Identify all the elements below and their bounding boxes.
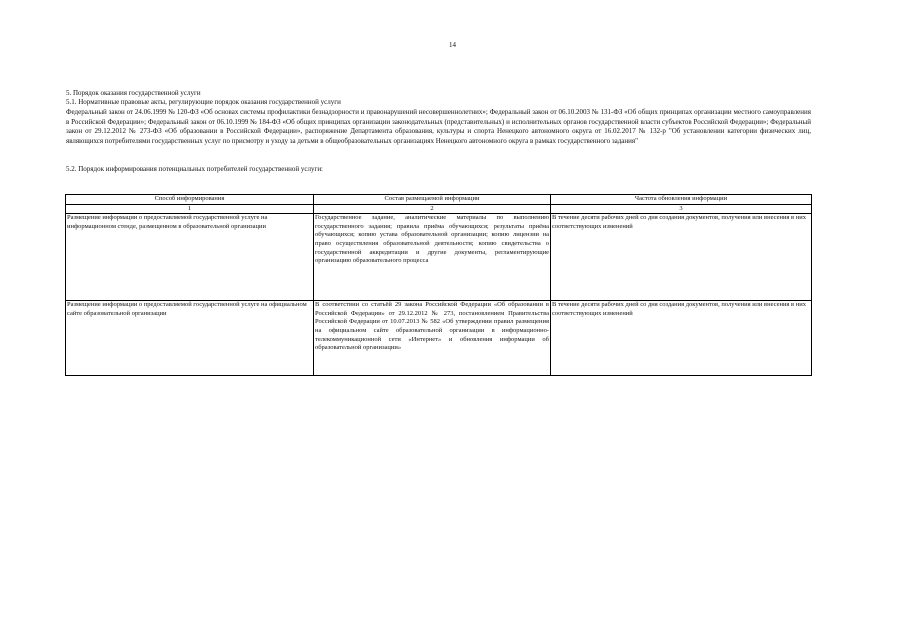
subsection-legal-acts: 5.1. Нормативные правовые акты, регулирующие порядок оказания государственной услуги bbox=[66, 98, 341, 106]
section-heading: 5. Порядок оказания государственной услуги bbox=[66, 89, 201, 97]
legal-acts-text: Федеральный закон от 24.06.1999 № 120-ФЗ «Об основах системы профилактики безнадзорности и правонарушений несовершеннолетних»; Федеральный закон от 06.10.2003 № 131-ФЗ «Об общих принципах организации местного самоуправления в Российской Федерации»; Федеральный закон от 06.10.1999 № 184-ФЗ «Об общих принципах организации законодательных (представительных) и исполнительных органов государственной власти субъектов Российской Федерации»; Федеральный закон от 29.12.2012 № 273-ФЗ «Об образовании в Российской Федерации», распоряжение Департамента образования, культуры и спорта Ненецкого автономного округа от 16.02.2017 № 132-р "Об установлении категории физических лиц, являющихся потребителями государственных услуг по присмотру и уходу за детьми в общеобразовательных организациях Ненецкого автономного округа в рамках государственного задания" bbox=[66, 108, 811, 145]
column-number-1: 1 bbox=[66, 204, 314, 214]
header-content: Состав размещаемой информации bbox=[314, 195, 551, 205]
cell-content: Государственное задание, аналитические материалы по выполнению государственного задания; правила приёма обучающихся; результаты приёма обучающихся; копию устава образовательной организации; копию лицензии на право осуществления образовательной деятельности; копию свидетельства о государственной аккредитации и другие документы, регламентирующие организацию образовательного процесса bbox=[314, 214, 551, 301]
column-number-2: 2 bbox=[314, 204, 551, 214]
section-content bbox=[66, 89, 811, 174]
table-header-row bbox=[66, 195, 812, 205]
cell-method: Размещение информации о предоставляемой государственной услуге на официальном сайте образовательной организации bbox=[66, 301, 314, 376]
informing-table bbox=[65, 194, 812, 376]
table-row bbox=[66, 214, 812, 301]
cell-frequency: В течение десяти рабочих дней со дня создания документов, получения или внесения в них соответствующих изменений bbox=[551, 301, 812, 376]
header-frequency: Частота обновления информации bbox=[551, 195, 812, 205]
cell-content: В соответствии со статьёй 29 закона Российской Федерации «Об образовании в Российской Федерации» от 29.12.2012 № 273, постановлением Правительства Российской Федерации от 10.07.2013 № 582 «Об утверждении правил размещения на официальном сайте образовательной организации в информационно-телекоммуникационной сети «Интернет» и обновления информации об образовательной организации» bbox=[314, 301, 551, 376]
cell-method: Размещение информации о предоставляемой государственной услуге на информационном стенде, размещенном в образовательной организации bbox=[66, 214, 314, 301]
column-number-3: 3 bbox=[551, 204, 812, 214]
table-row bbox=[66, 301, 812, 376]
subsection-informing: 5.2. Порядок информирования потенциальных потребителей государственной услуги: bbox=[66, 165, 324, 173]
table-number-row bbox=[66, 204, 812, 214]
page-number: 14 bbox=[449, 41, 456, 49]
header-method: Способ информирования bbox=[66, 195, 314, 205]
cell-frequency: В течение десяти рабочих дней со дня создания документов, получения или внесения в них соответствующих изменений bbox=[551, 214, 812, 301]
